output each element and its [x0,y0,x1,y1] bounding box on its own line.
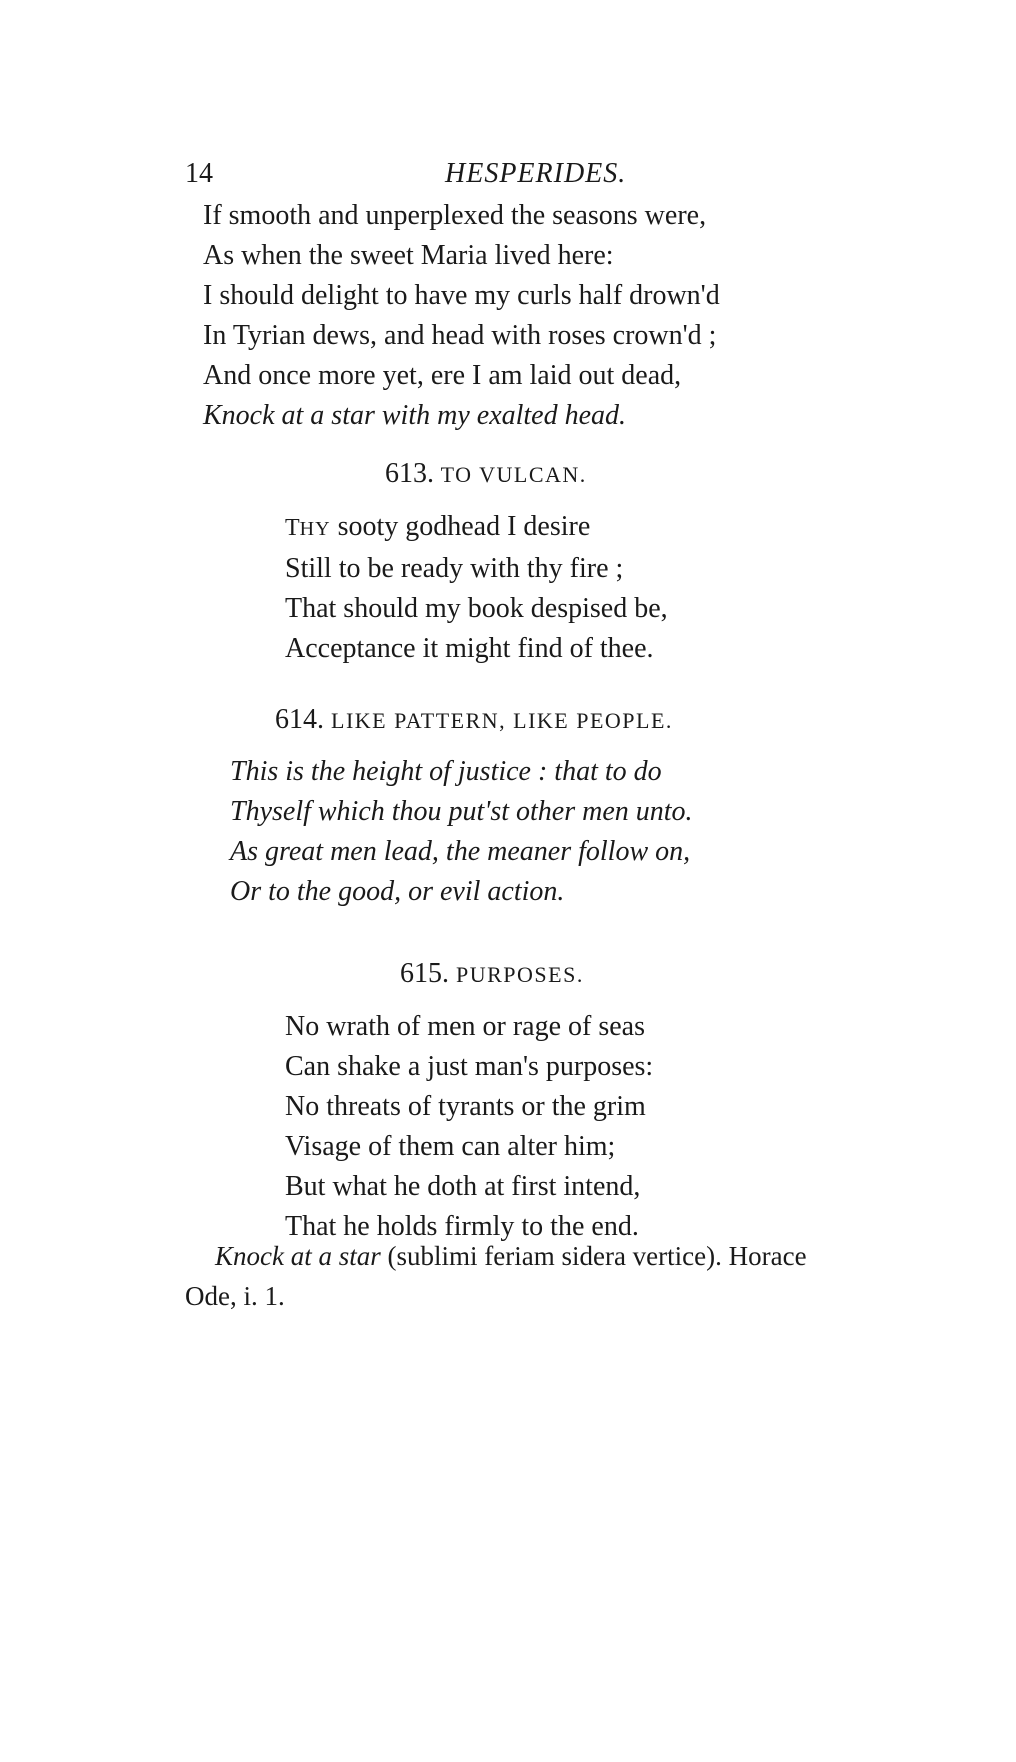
verse-line: That should my book despised be, [285,593,668,624]
verse-line: That he holds firmly to the end. [285,1211,639,1242]
footnote-quote: Knock at a star [215,1241,381,1271]
poem-title-613 [385,458,587,490]
poem-number: 615. [400,958,449,989]
verse-line: And once more yet, ere I am laid out dead, [203,360,682,391]
poem-title-614 [275,704,673,736]
verse-line: Still to be ready with thy fire ; [285,553,624,584]
poem-615-body [285,1007,653,1247]
verse-line: If smooth and unperplexed the seasons were, [203,200,707,231]
verse-line: Can shake a just man's purposes: [285,1051,654,1082]
page-header [185,158,825,198]
page-number: 14 [185,158,213,189]
poem-title-text: LIKE PATTERN, LIKE PEOPLE. [331,708,673,733]
verse-line: Visage of them can alter him; [285,1131,616,1162]
footnote-citation: (sublimi feriam sidera vertice). Horace [380,1241,807,1271]
footnote-second-line: Ode, i. 1. [185,1281,285,1311]
poem-number: 614. [275,704,324,735]
poem-613-body [285,507,668,669]
first-line-rest: sooty godhead I desire [330,511,591,542]
footnote-first-line [185,1236,925,1276]
verse-line: As when the sweet Maria lived here: [203,240,614,271]
verse-line: As great men lead, the meaner follow on, [230,836,691,867]
verse-line: I should delight to have my curls half drown'd [203,280,720,311]
verse-line: Thyself which thou put'st other men unto. [230,796,693,827]
verse-line: Or to the good, or evil action. [230,876,565,907]
drop-cap: T [285,515,300,541]
verse-line: But what he doth at first intend, [285,1171,641,1202]
poem-title-text: PURPOSES. [456,962,584,987]
verse-line: In Tyrian dews, and head with roses crown'd ; [203,320,717,351]
verse-line: No threats of tyrants or the grim [285,1091,646,1122]
poem-number: 613. [385,458,434,489]
poem-title-text: TO VULCAN. [440,462,587,487]
running-title: HESPERIDES. [445,158,627,189]
small-caps-word: HY [299,518,331,540]
verse-line: Acceptance it might find of thee. [285,633,654,664]
verse-line [285,507,668,549]
poem-title-615 [400,958,584,990]
poem-614-body [230,752,693,912]
verse-line: No wrath of men or rage of seas [285,1011,645,1042]
verse-line: This is the height of justice : that to do [230,756,662,787]
footnote [185,1236,925,1316]
verse-line: Knock at a star with my exalted head. [203,400,627,431]
opening-stanza [203,196,720,436]
